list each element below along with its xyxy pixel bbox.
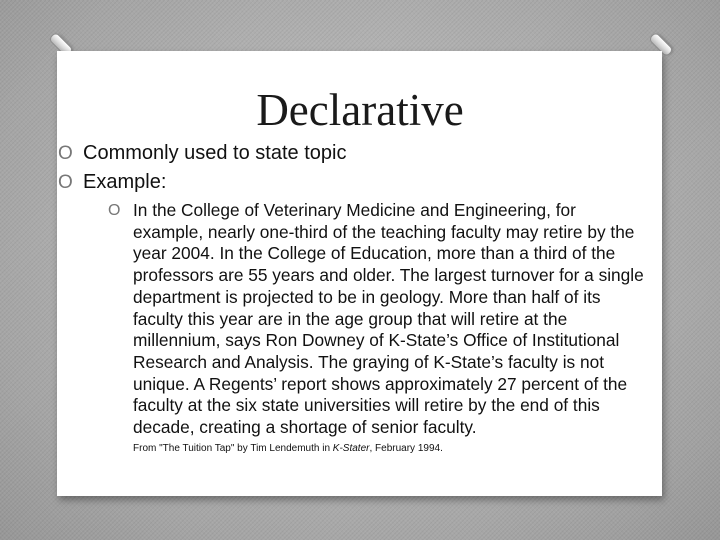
citation-suffix: , February 1994. — [369, 442, 443, 454]
sub-bullet-content — [133, 200, 648, 454]
bullet-item — [58, 171, 166, 194]
bullet-marker-icon: O — [58, 143, 73, 164]
bullet-marker-icon: O — [58, 172, 73, 193]
bullet-text: Example: — [83, 171, 167, 193]
bullet-marker-icon: O — [108, 202, 121, 219]
source-citation — [133, 443, 648, 454]
publication-name: K-Stater — [332, 442, 370, 454]
bullet-text: Commonly used to state topic — [83, 142, 347, 164]
sub-bullet-item — [108, 200, 663, 454]
bullet-item — [58, 142, 346, 165]
example-paragraph: In the College of Veterinary Medicine and Engineering, for example, nearly one-third of the teaching faculty may retire by the year 2004. In the College of Education, more than a third of the professors are 55 years and older. The largest turnover for a single department is projected to be in geology. More than half of its faculty this year are in the age group that will retire at the millennium, says Ron Downey of K-State’s Office of Institutional Research and Analysis. The graying of K-State’s faculty is not unique. A Regents’ report shows approximately 27 percent of the faculty at the six state universities will retire by the end of this decade, creating a shortage of senior faculty. — [133, 200, 644, 438]
citation-prefix: From "The Tuition Tap" by Tim Lendemuth in — [133, 442, 333, 454]
slide-title: Declarative — [256, 85, 464, 135]
